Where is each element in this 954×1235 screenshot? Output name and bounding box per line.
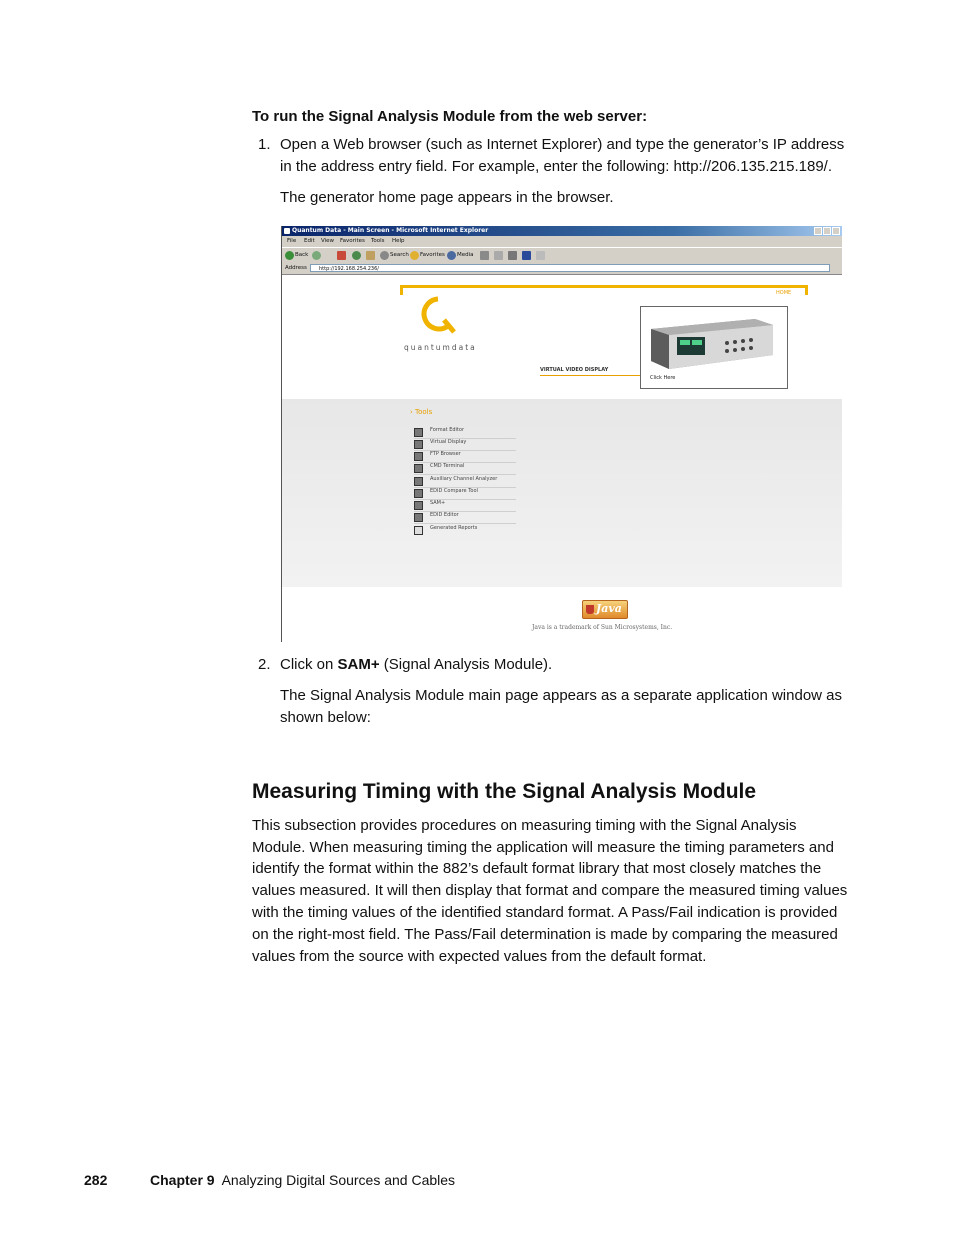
favorites-label: Favorites — [420, 252, 445, 258]
section-title: Measuring Timing with the Signal Analysis Module — [252, 780, 757, 803]
generator-device-icon — [647, 315, 775, 371]
tool-item: Generated Reports — [414, 524, 516, 536]
step-result: The Signal Analysis Module main page appears as a separate application window as — [280, 687, 843, 704]
step-number: 2. — [258, 656, 271, 673]
header-rule-right — [805, 285, 808, 295]
tool-icon — [414, 477, 423, 486]
device-image-box — [640, 306, 788, 389]
tool-item: Auxiliary Channel Analyzer — [414, 475, 516, 488]
tool-icon — [414, 513, 423, 522]
quantumdata-logo-icon — [418, 296, 458, 334]
tool-item: EDID Compare Tool — [414, 487, 516, 500]
ie-icon — [284, 228, 290, 234]
step-result: shown below: — [280, 709, 371, 726]
window-titlebar — [282, 226, 842, 236]
tool-item: Virtual Display — [414, 438, 516, 451]
menu-file: File — [287, 238, 297, 244]
header-rule-left — [400, 285, 403, 295]
menu-view: View — [321, 238, 335, 244]
word-icon — [522, 251, 531, 260]
procedure-heading: To run the Signal Analysis Module from the web server: — [252, 108, 648, 125]
browser-screenshot — [281, 226, 842, 642]
java-trademark: Java is a trademark of Sun Microsystems, Inc. — [532, 624, 673, 631]
address-label: Address — [285, 265, 307, 271]
media-icon — [447, 251, 456, 260]
step-result: The generator home page appears in the browser. — [280, 189, 614, 206]
body-line: This subsection provides procedures on measuring timing with the Signal Analysis — [252, 817, 797, 834]
logo-text: quantumdata — [404, 343, 477, 352]
tool-icon — [414, 501, 423, 510]
forward-icon — [312, 251, 321, 260]
menu-edit: Edit — [304, 238, 315, 244]
body-line: with the timing values of the identified standard format. A Pass/Fail indication is provided — [252, 904, 838, 921]
body-line: on the right-most field. The Pass/Fail determination is made by comparing the measured — [252, 926, 838, 943]
body-line: identify the format within the 882’s default format library that most closely matches the — [252, 860, 822, 877]
menu-bar — [282, 236, 842, 247]
tools-panel — [282, 399, 842, 587]
stop-icon — [337, 251, 346, 260]
close-icon — [832, 227, 840, 235]
home-icon — [366, 251, 375, 260]
media-label: Media — [457, 252, 474, 258]
body-line: Module. When measuring timing the application will measure the timing parameters and — [252, 839, 834, 856]
header-rule — [400, 285, 808, 288]
step-text: Click on SAM+ (Signal Analysis Module). — [280, 656, 553, 673]
java-cup-icon — [586, 605, 594, 614]
report-icon — [414, 526, 423, 535]
maximize-icon — [823, 227, 831, 235]
history-icon — [480, 251, 489, 260]
tool-item: Format Editor — [414, 426, 516, 439]
minimize-icon — [814, 227, 822, 235]
window-title: Quantum Data - Main Screen - Microsoft Internet Explorer — [292, 227, 489, 234]
tool-icon — [414, 452, 423, 461]
step-text: Open a Web browser (such as Internet Explorer) and type the generator’s IP address — [280, 136, 845, 153]
window-controls — [814, 227, 840, 235]
back-label: Back — [295, 252, 309, 258]
tool-icon — [414, 464, 423, 473]
address-field: http://192.168.254.236/ — [310, 264, 830, 272]
vvd-underline — [540, 375, 640, 376]
menu-tools: Tools — [371, 238, 385, 244]
refresh-icon — [352, 251, 361, 260]
tool-icon — [414, 489, 423, 498]
search-label: Search — [390, 252, 409, 258]
menu-help: Help — [392, 238, 405, 244]
tool-item: FTP Browser — [414, 450, 516, 463]
tool-item: EDID Editor — [414, 511, 516, 524]
tool-icon — [414, 440, 423, 449]
tool-item: CMD Terminal — [414, 462, 516, 475]
favorites-icon — [410, 251, 419, 260]
step-text: in the address entry field. For example, enter the following: http://206.135.215.189/. — [280, 158, 833, 175]
java-badge: Java — [582, 600, 628, 619]
mail-icon — [494, 251, 503, 260]
search-icon — [380, 251, 389, 260]
body-line: values from the source with expected values from the default format. — [252, 948, 707, 965]
print-icon — [508, 251, 517, 260]
toolbar — [282, 247, 842, 264]
page-number: 282 — [84, 1172, 108, 1188]
tools-title: › Tools — [410, 408, 433, 416]
tool-item: SAM+ — [414, 499, 516, 512]
address-bar — [282, 263, 842, 275]
tool-icon — [414, 428, 423, 437]
virtual-video-display-label: VIRTUAL VIDEO DISPLAY — [540, 367, 609, 373]
discuss-icon — [536, 251, 545, 260]
back-icon — [285, 251, 294, 260]
step-number: 1. — [258, 136, 271, 153]
body-line: values measured. It will then display that format and compare the measured timing values — [252, 882, 848, 899]
chapter-footer: Chapter 9 Analyzing Digital Sources and Cables — [150, 1172, 456, 1188]
click-here-link: Click Here — [650, 375, 676, 381]
menu-favorites: Favorites — [340, 238, 365, 244]
home-link: HOME — [776, 290, 792, 296]
page-content — [282, 275, 842, 642]
